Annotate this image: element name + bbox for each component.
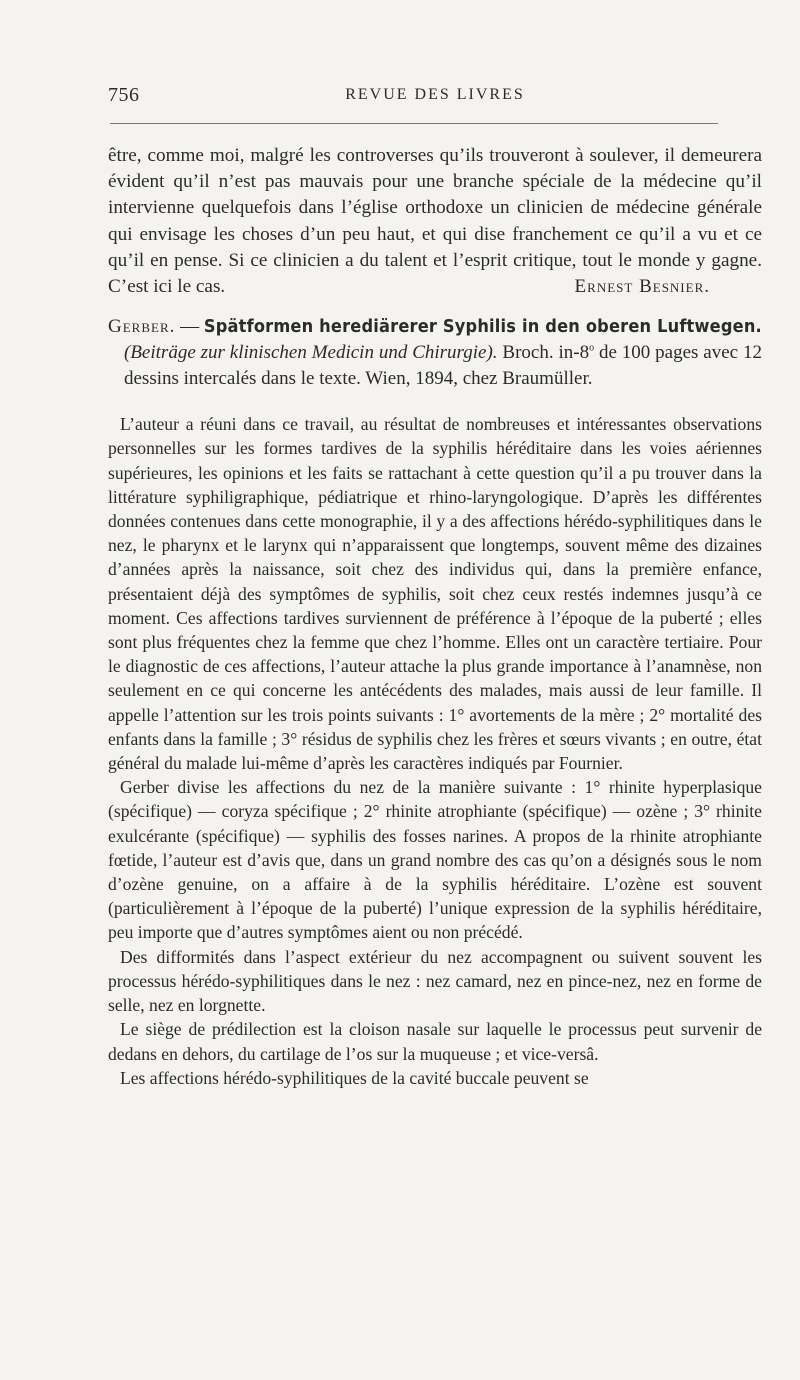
- page-header: [108, 84, 762, 110]
- review-paragraph: Gerber divise les affections du nez de la manière suivante : 1° rhinite hyperplasique (spécifique) — coryza spécifique ; 2° rhinite atrophiante (spécifique) — ozène ; 3° rhinite exulcérante (spécifique) — syphilis des fosses narines. A propos de la rhinite atrophiante fœtide, l’auteur est d’avis que, dans un grand nombre des cas qu’on a désignés sous le nom d’ozène genuine, on a affaire à de la syphilis héréditaire. L’ozène est souvent (particulièrement à l’époque de la puberté) l’unique expression de la syphilis héréditaire, peu importe que d’autres symptômes aient ou non précédé.: [108, 777, 762, 943]
- review-paragraph: Des difformités dans l’aspect extérieur du nez accompagnent ou suivent souvent les processus hérédo-syphilitiques dans le nez : nez camard, nez en pince-nez, nez en forme de selle, nez en lorgnette.: [108, 946, 762, 1016]
- review-paragraph: Le siège de prédilection est la cloison nasale sur laquelle le processus peut survenir de dedans en dehors, du cartilage de l’os sur la muqueuse ; et vice-versâ.: [108, 1019, 762, 1064]
- review-text: [108, 412, 762, 1090]
- entry-title: Spätformen herediärerer Syphilis in den oberen Luftwegen.: [203, 316, 762, 338]
- review-paragraph: Les affections hérédo-syphilitiques de la cavité buccale peuvent se: [120, 1067, 589, 1088]
- previous-review-text: être, comme moi, malgré les controverses qu’ils trouveront à soulever, il demeurera évident qu’il n’est pas mauvais pour une branche spéciale de la médecine qu’il intervienne quelquefois dans l’église orthodoxe un clinicien de médecine générale qui envisage les choses d’un peu haut, et qui dise franchement ce qu’il a vu et ce qu’il en pense. Si ce clinicien a du talent et l’esprit critique, tout le monde y gagne. C’est ici le cas.: [108, 145, 762, 298]
- entry-series: (Beiträge zur klinischen Medicin und Chirurgie).: [124, 342, 498, 364]
- entry-author: Gerber.: [108, 316, 176, 338]
- page-number: 756: [108, 84, 140, 106]
- page-body: [108, 143, 762, 1090]
- book-entry: [108, 314, 762, 392]
- entry-details-before: Broch. in-8: [497, 342, 590, 364]
- entry-details-block: [108, 340, 762, 392]
- header-rule: [110, 123, 718, 124]
- entry-dash: —: [175, 316, 204, 338]
- previous-review: [108, 143, 762, 300]
- review-paragraph: L’auteur a réuni dans ce travail, au résultat de nombreuses et intéressantes observations personnelles sur les formes tardives de la syphilis héréditaire dans les voies aériennes supérieures, les opinions et les faits se rattachant à cette question qu’il a pu trouver dans la littérature syphiligraphique, pédiatrique et rhino-laryngologique. D’après les différentes données contenues dans cette monographie, il y a des affections hérédo-syphilitiques dans le nez, le pharynx et le larynx qui n’apparaissent que longtemps, souvent même des dizaines d’années après la naissance, soit chez des individus qui, dans la première enfance, présentaient déjà des symptômes de syphilis, soit chez ceux restés indemnes jusqu’à ce moment. Ces affections tardives surviennent de préférence à l’époque de la puberté ; elles sont plus fréquentes chez la femme que chez l’homme. Elles ont un caractère tertiaire. Pour le diagnostic de ces affections, l’auteur attache la plus grande importance à l’anamnèse, non seulement en ce qui concerne les antécédents des malades, mais aussi de leur famille. Il appelle l’attention sur les trois points suivants : 1° avortements de la mère ; 2° mortalité des enfants dans la famille ; 3° résidus de syphilis chez les frères et sœurs vivants ; en outre, état général du malade lui-même d’après les caractères indiqués par Fournier.: [108, 414, 762, 774]
- entry-details-after: de 100 pages avec 12 dessins intercalés dans le texte. Wien, 1894, chez Braumüller.: [124, 342, 762, 390]
- review-signature: Ernest Besnier.: [574, 276, 710, 298]
- running-head: REVUE DES LIVRES: [345, 86, 525, 103]
- entry-details-sup: o: [589, 342, 595, 354]
